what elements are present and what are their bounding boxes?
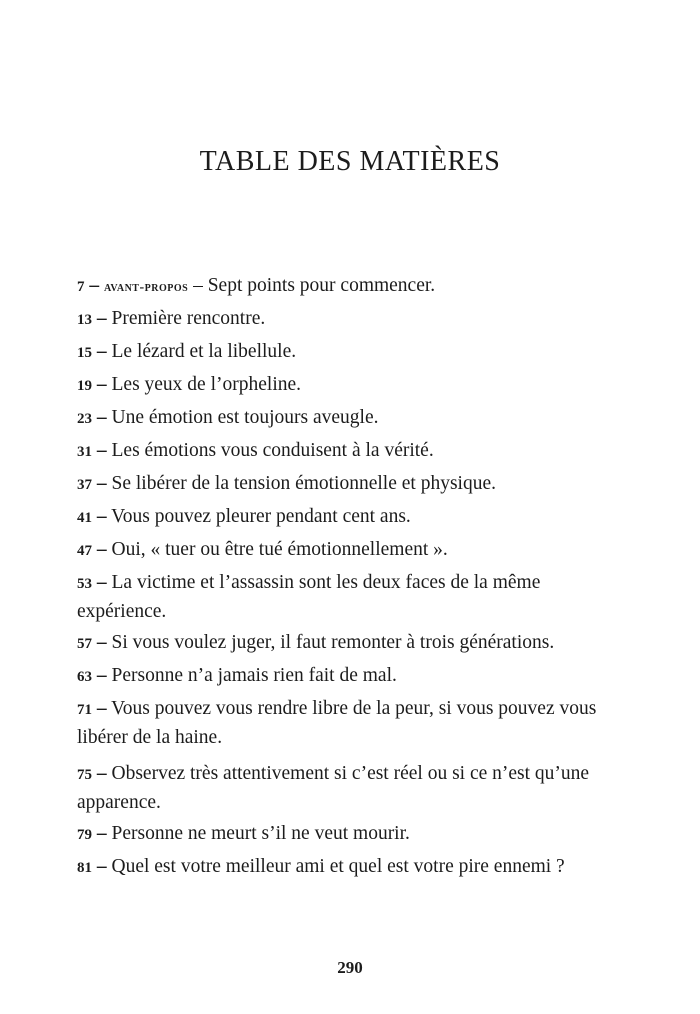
toc-page-number: 63	[77, 669, 92, 685]
toc-dash: –	[96, 698, 107, 719]
toc-entry	[77, 503, 622, 532]
toc-dash: –	[89, 275, 100, 296]
toc-entry	[77, 662, 622, 691]
toc-entry-intro	[77, 272, 622, 301]
toc-entry-text: Vous pouvez vous rendre libre de la peur, si vous pouvez vous libérer de la haine.	[77, 698, 597, 748]
toc-dash: –	[96, 665, 107, 686]
toc-entry-text: Le lézard et la libellule.	[111, 341, 297, 362]
toc-entry-text: Les yeux de l’orpheline.	[111, 374, 302, 395]
toc-entry-text: Personne ne meurt s’il ne veut mourir.	[111, 823, 410, 844]
toc-entry-text: Les émotions vous conduisent à la vérité.	[111, 440, 434, 461]
page-title: TABLE DES MATIÈRES	[199, 146, 501, 177]
toc-entry	[77, 760, 622, 816]
toc-entry	[77, 437, 622, 466]
toc-entry	[77, 820, 622, 849]
toc-entry	[77, 853, 622, 882]
toc-entry-text: Personne n’a jamais rien fait de mal.	[111, 665, 397, 686]
toc-page-number: 57	[77, 636, 92, 652]
toc-entry-text: Se libérer de la tension émotionnelle et physique.	[111, 473, 496, 494]
toc-entry	[77, 371, 622, 400]
toc-entry-text: Vous pouvez pleurer pendant cent ans.	[111, 506, 411, 527]
toc-dash: –	[96, 823, 107, 844]
toc-page-number: 7	[77, 279, 85, 295]
toc-page-number: 53	[77, 576, 92, 592]
toc-page-number: 31	[77, 444, 92, 460]
toc-dash: –	[96, 763, 107, 784]
toc-entry	[77, 305, 622, 334]
page-number: 290	[337, 958, 363, 977]
toc-entry	[77, 404, 622, 433]
toc-dash: –	[96, 539, 107, 560]
toc-page-number: 79	[77, 827, 92, 843]
toc-page-number: 23	[77, 411, 92, 427]
toc-dash: –	[96, 440, 107, 461]
toc-entry	[77, 629, 622, 658]
toc-page-number: 81	[77, 860, 92, 876]
toc-dash: –	[96, 374, 107, 395]
toc-entry	[77, 569, 622, 625]
toc-dash: –	[96, 341, 107, 362]
toc-entry-text: Une émotion est toujours aveugle.	[111, 407, 379, 428]
toc-dash: –	[96, 572, 107, 593]
toc-entry-text: – Sept points pour commencer.	[193, 275, 436, 296]
toc-dash: –	[96, 407, 107, 428]
toc-page-number: 41	[77, 510, 92, 526]
toc-page-number: 15	[77, 345, 92, 361]
toc-page-number: 37	[77, 477, 92, 493]
toc-dash: –	[96, 506, 107, 527]
toc-entry-text: Si vous voulez juger, il faut remonter à trois générations.	[111, 632, 555, 653]
toc-page-number: 47	[77, 543, 92, 559]
toc-page-number: 71	[77, 702, 92, 718]
toc-section-label: avant-propos	[104, 280, 189, 295]
toc-entry-text: Oui, « tuer ou être tué émotionnellement ».	[111, 539, 448, 560]
toc-dash: –	[96, 473, 107, 494]
toc-page-number: 75	[77, 767, 92, 783]
toc-entry	[77, 536, 622, 565]
toc-entry	[77, 338, 622, 367]
toc-page-number: 19	[77, 378, 92, 394]
toc-entry	[77, 470, 622, 499]
toc-entry-text: La victime et l’assassin sont les deux faces de la même expérience.	[77, 572, 541, 622]
toc-dash: –	[96, 308, 107, 329]
toc-entry	[77, 695, 622, 751]
toc-dash: –	[96, 632, 107, 653]
toc-dash: –	[96, 856, 107, 877]
toc-entry-text: Première rencontre.	[111, 308, 266, 329]
toc-page-number: 13	[77, 312, 92, 328]
toc-entry-text: Quel est votre meilleur ami et quel est votre pire ennemi ?	[111, 856, 565, 877]
toc-entry-text: Observez très attentivement si c’est réel ou si ce n’est qu’une apparence.	[77, 763, 590, 813]
table-of-contents	[77, 272, 622, 886]
